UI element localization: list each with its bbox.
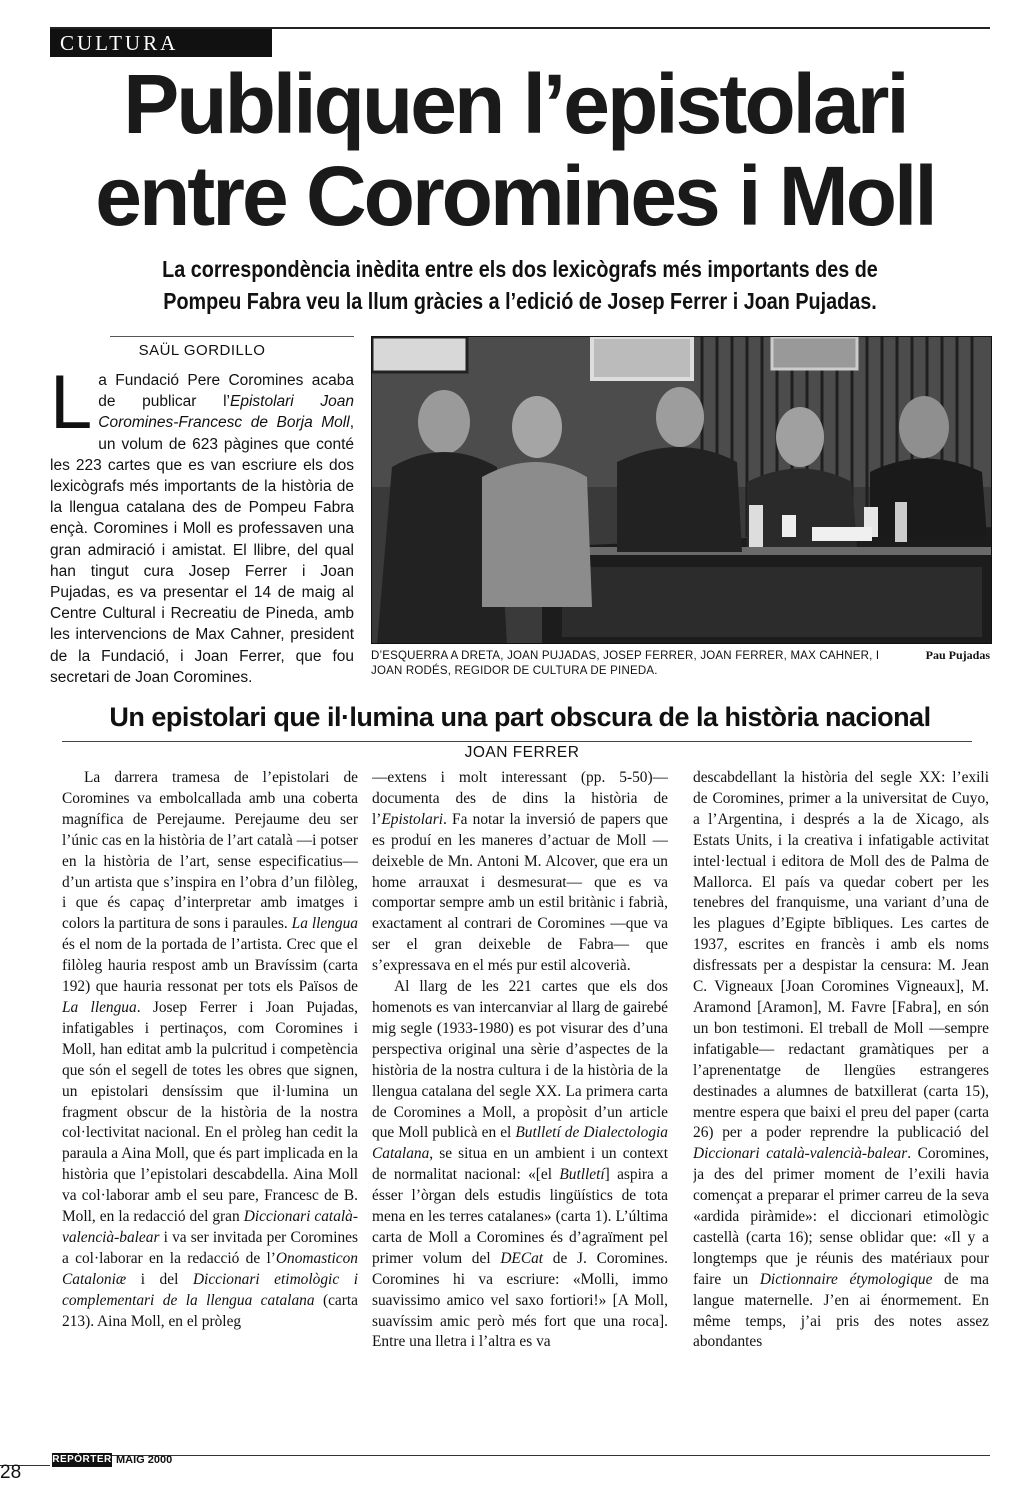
paragraph: —extens i molt interessant (pp. 5-50)— documenta des de dins la història de l’Epistolari. Fa notar la inversió de papers que es produí en les maneres d’actuar de Moll —deixeble de Mn. Antoni M. Alcover, que era un home arrauxat i desmesurat— que es va comportar sempre amb un estil britànic i fabrià, exactament al contrari de Coromines —que va ser el gran deixeble de Fabra— que s’expressava en el més pur estil alcoverià. [372, 769, 668, 975]
lead-paragraph [50, 360, 354, 688]
issue-date: MAIG 2000 [116, 1454, 173, 1466]
lead-text: a Fundació Pere Coromines acaba de publicar l’ [98, 372, 354, 411]
photo-caption: D’ESQUERRA A DRETA, JOAN PUJADAS, JOSEP FERRER, JOAN FERRER, MAX CAHNER, I JOAN RODÉS, REGIDOR DE CULTURA DE PINEDA. [371, 650, 880, 677]
press-photo [371, 336, 992, 644]
deck: La correspondència inèdita entre els dos lexicògrafs més importants des de Pompeu Fabra veu la llum gràcies a l’edició de Josep Ferrer i Joan Pujadas. [162, 256, 878, 314]
lead-book-title: Epistolari Joan Coromines-Francesc de Borja Moll [98, 393, 354, 432]
article-column-3 [693, 768, 989, 1446]
section-label: CULTURA [50, 29, 272, 57]
subhead-rule [62, 741, 972, 742]
footer-rule [108, 1455, 990, 1456]
byline-rule [110, 336, 354, 337]
second-byline: JOAN FERRER [464, 744, 580, 761]
article-column-1 [62, 768, 358, 1446]
photo-credit: Pau Pujadas [925, 648, 990, 662]
lead-text: , un volum de 623 pàgines que conté les 223 cartes que es van escriure els dos lexicògrafs més importants de la història de la llengua catalana des de Pompeu Fabra ençà. Coromines i Moll es professaven una gran admiració i amistat. El llibre, del qual han tingut cura Josep Ferrer i Joan Pujadas, es va presentar el 14 de maig al Centre Cultural i Recreatiu de Pineda, amb les intervencions de Max Cahner, president de la Fundació, i Joan Ferrer, que fou secretari de Joan Coromines. [50, 414, 354, 686]
paragraph: La darrera tramesa de l’epistolari de Coromines va embolcallada amb una coberta magnífica de Perejaume. Perejaume deu ser l’únic cas en la història de l’art català —i potser en la història de l’art, sense especificatius— d’un artista que s’inspira en l’obra d’un filòleg, i que és capaç d’interpretar amb imatges i colors la partitura de sons i paraules. La llengua és el nom de la portada de l’artista. Crec que el filòleg hauria respost amb un Bravíssim (carta 192) que hauria ressonat per tots els Països de La llengua. Josep Ferrer i Joan Pujadas, infatigables i pertinaços, com Coromines i Moll, han editat amb la pulcritud i competència que són el segell de totes les obres que signen, un epistolari densíssim que il·lumina un fragment obscur de la història de la nostra col·lectivitat nacional. En el pròleg han cedit la paraula a Aina Moll, que és part implicada en la història que l’epistolari descabdella. Aina Moll va col·laborar amb el seu pare, Francesc de B. Moll, en la redacció del gran Diccionari català-valencià-balear i va ser invitada per Coromines a col·laborar en la redacció de l’Onomasticon Cataloniæ i del Diccionari etimològic i complementari de la llengua catalana (carta 213). Aina Moll, en el pròleg [62, 769, 358, 1330]
headline-line-1: Publiquen l’epistolari [123, 57, 907, 151]
subheadline: Un epistolari que il·lumina una part obscura de la història nacional [109, 702, 931, 732]
press-photo-image [372, 337, 992, 644]
magazine-logo: REPÒRTER [52, 1454, 112, 1465]
drop-cap: L [50, 360, 93, 445]
byline: SAÜL GORDILLO [138, 342, 266, 359]
paragraph: descabdellant la història del segle XX: l’exili de Coromines, primer a la universitat de Cuyo, a l’Argentina, i després a la de Xicago, als Estats Units, i la creativa i infatigable activitat intel·lectual i editora de Moll des de Palma de Mallorca. El país va quedar cobert per les tenebres del franquisme, una variant d’una de les plagues d’Egipte bībliques. Les cartes de 1937, escrites en francès i amb els noms disfressats per a despistar la censura: M. Jean C. Vigneaux [Joan Coromines Vigneaux], M. Aramond [Aramon], M. Favre [Fabra], en són un bon testimoni. El treball de Moll —sempre infatigable— redactant gramàtiques per a l’aprenentatge de llengües estrangeres destinades a alumnes de batxillerat (carta 15), mentre espera que baixi el preu del paper (carta 26) per a poder reprendre la publicació del Diccionari català-valencià-balear. Coromines, ja des del primer moment de l’exili havia començat a preparar el primer carreu de la seva «ardida piràmide»: el diccionari etimològic castellà (carta 16); sense oblidar que: «Il y a longtemps que je réunis des matériaux pour faire un Dictionnaire étymologique de ma langue maternelle. J’en ai énormement. En même temps, j’ai pris des notes assez abondantes [693, 769, 989, 1351]
paragraph: Al llarg de les 221 cartes que els dos homenots es van intercanviar al llarg de gairebé mig segle (1933-1980) es pot visurar des d’una perspectiva original una sèrie d’aspectes de la història de la nostra cultura i de la història de la llengua catalana del segle XX. La primera carta de Coromines a Moll, a propòsit d’un article que Moll publicà en el Butlletí de Dialectologia Catalana, se situa en un ambient i un context de normalitat nacional: «[el Butlletí] aspira a ésser l’òrgan dels estudis lingüístics de tota mena en les terres catalanes» (carta 1). L’última carta de Moll a Coromines és d’agraïment pel primer volum del DECat de J. Coromines. Coromines hi va escriure: «Molli, immo suavissimo amico vel saxo fortiori!» [A Moll, suavíssim amic però més fort que una roca]. Entre una lletra i l’altra es va [372, 978, 668, 1351]
article-column-2 [372, 768, 668, 1446]
headline-line-2: entre Coromines i Moll [95, 149, 935, 243]
page-number: 28 [0, 1462, 22, 1483]
headline [40, 58, 990, 242]
